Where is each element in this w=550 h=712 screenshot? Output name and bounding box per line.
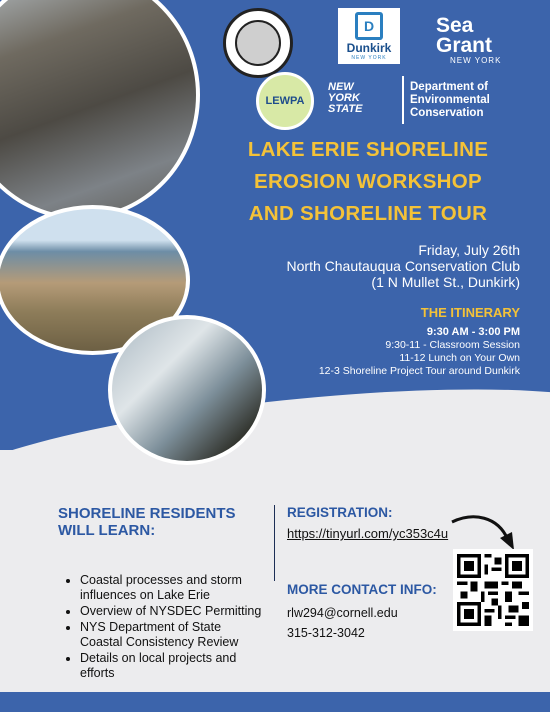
nys-line1: NEW xyxy=(328,80,354,93)
learn-section xyxy=(58,505,263,682)
nys-line3: STATE xyxy=(328,102,363,115)
title-line1: LAKE ERIE SHORELINE xyxy=(247,138,489,161)
list-item: • NYS Department of State Coastal Consistency Review xyxy=(80,620,263,650)
itinerary-heading: THE ITINERARY xyxy=(420,305,520,320)
registration-heading: REGISTRATION: xyxy=(287,505,393,520)
page-title xyxy=(222,134,514,230)
qr-code-icon[interactable] xyxy=(453,549,533,631)
event-details xyxy=(220,242,520,290)
dec-line3: Conservation xyxy=(410,106,484,119)
vertical-divider xyxy=(274,505,275,581)
qr-code-graphic xyxy=(457,553,529,627)
registration-link[interactable]: https://tinyurl.com/yc353c4u xyxy=(287,526,449,541)
dunkirk-d-icon: D xyxy=(355,12,383,40)
nys-logo xyxy=(328,76,398,120)
dunkirk-sub: NEW YORK xyxy=(351,54,387,61)
title-line2: EROSION WORKSHOP xyxy=(253,170,483,193)
county-seal-logo xyxy=(223,8,293,78)
itinerary-item: 9:30-11 - Classroom Session xyxy=(385,339,520,351)
contact-phone: 315-312-3042 xyxy=(287,626,365,640)
sea-grant-line2: Grant xyxy=(436,33,493,57)
itinerary-item: 11-12 Lunch on Your Own xyxy=(399,352,520,364)
itinerary-time: 9:30 AM - 3:00 PM xyxy=(426,326,520,338)
event-address: (1 N Mullet St., Dunkirk) xyxy=(371,274,520,290)
sea-grant-logo xyxy=(436,10,528,70)
title-line3: AND SHORELINE TOUR xyxy=(248,202,488,225)
nys-line2: YORK xyxy=(328,91,360,104)
list-item: • Details on local projects and efforts xyxy=(80,651,263,681)
learn-heading-line2: WILL LEARN: xyxy=(58,522,156,539)
list-item: • Overview of NYSDEC Permitting xyxy=(80,604,263,619)
contact-heading: MORE CONTACT INFO: xyxy=(287,582,437,597)
sea-grant-sub: NEW YORK xyxy=(450,55,502,65)
lewpa-label: LEWPA xyxy=(265,95,305,107)
contact-section xyxy=(287,582,457,643)
event-date: Friday, July 26th xyxy=(418,242,520,258)
learn-heading-line1: SHORELINE RESIDENTS xyxy=(58,505,236,522)
dec-line2: Environmental xyxy=(410,93,490,106)
itinerary-item: 12-3 Shoreline Project Tour around Dunkirk xyxy=(318,365,520,377)
seal-emblem xyxy=(235,20,281,66)
dec-logo xyxy=(402,76,522,124)
sea-grant-line1: Sea xyxy=(436,13,474,37)
itinerary xyxy=(220,305,520,378)
learn-list xyxy=(58,573,263,681)
dunkirk-name: Dunkirk xyxy=(346,40,392,55)
event-venue: North Chautauqua Conservation Club xyxy=(286,258,520,274)
contact-email[interactable]: rlw294@cornell.edu xyxy=(287,606,398,620)
footer-bar xyxy=(0,692,550,712)
list-item: • Coastal processes and storm influences on Lake Erie xyxy=(80,573,263,603)
dec-line1: Department of xyxy=(410,80,488,93)
dunkirk-logo xyxy=(338,8,400,64)
learn-heading xyxy=(58,505,263,539)
lewpa-logo xyxy=(256,72,314,130)
